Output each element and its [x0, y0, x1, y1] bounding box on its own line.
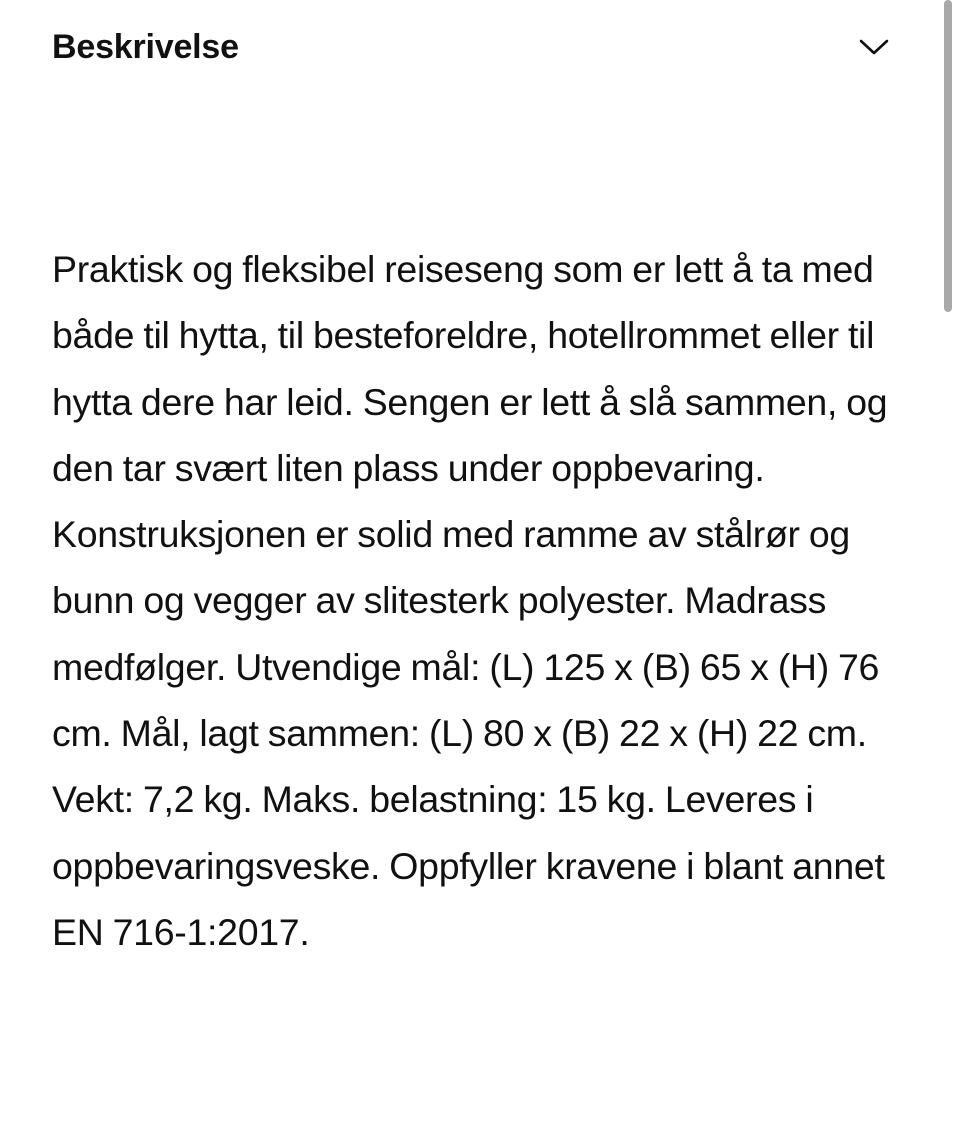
chevron-down-icon[interactable]	[856, 29, 892, 65]
scrollbar[interactable]	[943, 0, 955, 1122]
description-accordion-header[interactable]	[52, 22, 902, 72]
section-title: Beskrivelse	[52, 28, 239, 66]
scrollbar-thumb[interactable]	[944, 0, 952, 312]
description-text: Praktisk og fleksibel reiseseng som er lett å ta med både til hytta, til besteforeldre, hotellrommet eller til hytta dere har leid. Sengen er lett å slå sammen, og den tar svært liten plass under oppbevaring. Konstruksjonen er solid med ramme av stålrør og bunn og vegger av slitesterk polyester. Madrass medfølger. Utvendige mål: (L) 125 x (B) 65 x (H) 76 cm. Mål, lagt sammen: (L) 80 x (B) 22 x (H) 22 cm. Vekt: 7,2 kg. Maks. belastning: 15 kg. Leveres i oppbevaringsveske. Oppfyller kravene i blant annet EN 716-1:2017.	[52, 248, 888, 953]
